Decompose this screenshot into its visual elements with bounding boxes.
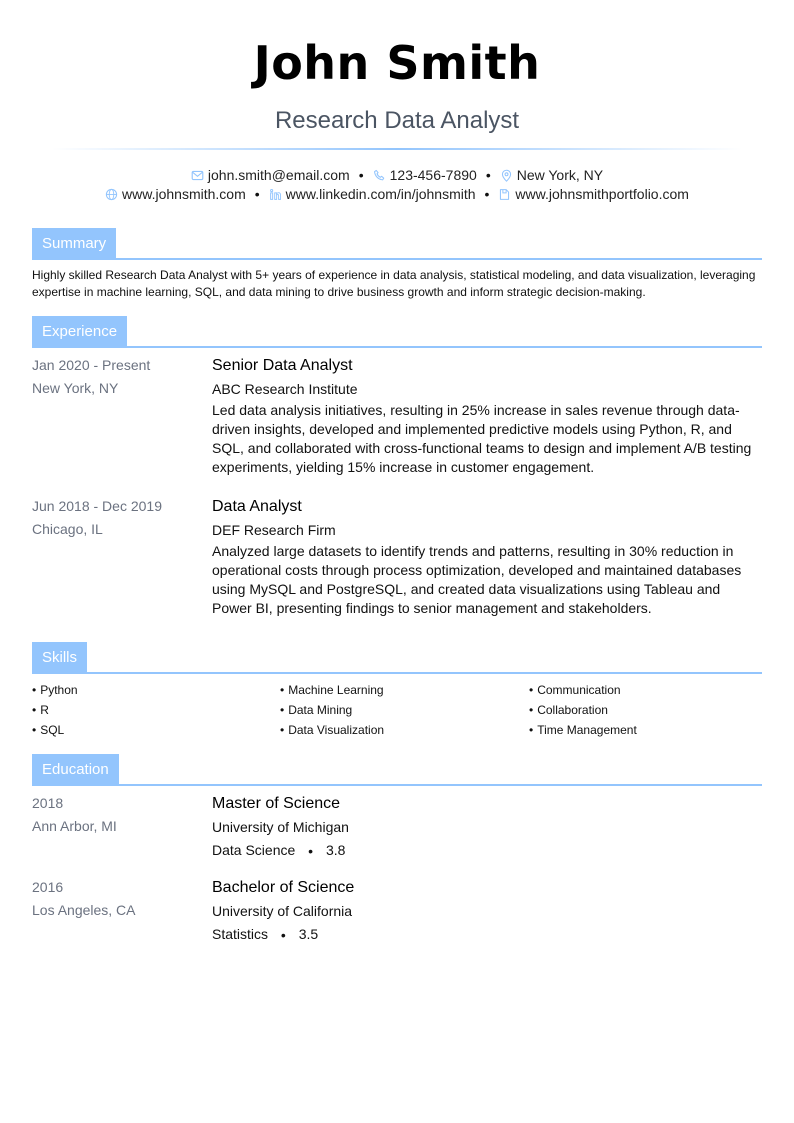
skills-column: [32, 680, 78, 740]
experience-location: New York, NY: [32, 380, 119, 396]
contact-website-text: www.johnsmith.com: [122, 186, 246, 203]
contact-portfolio[interactable]: [498, 186, 689, 202]
skill-item: • Python: [32, 680, 78, 700]
skills-section-header: [32, 642, 762, 674]
experience-entry: [212, 496, 762, 618]
experience-location: Chicago, IL: [32, 521, 103, 537]
experience-entry-meta: [32, 495, 207, 541]
education-entry-meta: [32, 876, 207, 922]
education-entry: [212, 877, 762, 947]
education-year: 2018: [32, 795, 64, 811]
summary-text: Highly skilled Research Data Analyst with 5+ years of experience in data analysis, statistical modeling, and data visualization, leveraging expertise in machine learning, SQL, and data mining to drive business growth and inform strategic decision-making.: [32, 268, 756, 299]
education-field: Statistics: [212, 926, 269, 942]
company-name: DEF Research Firm: [212, 522, 336, 538]
header-divider: [52, 148, 742, 150]
contact-location-text: New York, NY: [516, 167, 604, 184]
candidate-title: Research Data Analyst: [274, 107, 520, 134]
education-entry-meta: [32, 792, 207, 838]
skill-item: • R: [32, 700, 78, 720]
linkedin-icon: [269, 188, 282, 201]
contact-location: [500, 167, 603, 183]
skill-item: • Time Management: [529, 720, 637, 740]
education-gpa: 3.8: [325, 842, 346, 858]
phone-icon: [373, 169, 386, 182]
education-field: Data Science: [212, 842, 296, 858]
education-location: Ann Arbor, MI: [32, 818, 117, 834]
contact-website[interactable]: [105, 186, 246, 202]
skills-column: [529, 680, 637, 740]
experience-entry: [212, 355, 762, 477]
experience-heading: Experience: [32, 316, 127, 347]
contact-row-links: [0, 185, 794, 202]
school-name: University of Michigan: [212, 819, 349, 835]
experience-dates: Jan 2020 - Present: [32, 357, 151, 373]
education-entry: [212, 793, 762, 863]
mail-icon: [191, 169, 204, 182]
education-details: [212, 839, 762, 863]
degree-title: Bachelor of Science: [212, 879, 355, 896]
contact-separator: •: [358, 167, 364, 184]
education-location: Los Angeles, CA: [32, 902, 136, 918]
contact-phone[interactable]: [373, 167, 477, 183]
experience-dates: Jun 2018 - Dec 2019: [32, 498, 162, 514]
job-title: Senior Data Analyst: [212, 357, 353, 374]
job-description: Analyzed large datasets to identify trends and patterns, resulting in 30% reduction in operational costs through process optimization, developed and maintained databases using MySQL and PostgreSQL, and created data visualizations using Tableau and Power BI, presenting findings to senior management and stakeholders.: [212, 543, 742, 616]
summary-section-header: [32, 228, 762, 260]
summary-heading: Summary: [32, 228, 116, 259]
education-separator: •: [280, 926, 286, 943]
skill-item: • Data Mining: [280, 700, 384, 720]
contact-linkedin-text: www.linkedin.com/in/johnsmith: [285, 186, 476, 203]
education-gpa: 3.5: [298, 926, 319, 942]
map-pin-icon: [500, 169, 513, 182]
contact-row-primary: [0, 166, 794, 183]
skills-column: [280, 680, 384, 740]
candidate-name: John Smith: [253, 36, 541, 90]
education-heading: Education: [32, 754, 119, 785]
globe-icon: [105, 188, 118, 201]
job-description: Led data analysis initiatives, resulting in 25% increase in sales revenue through data-driven insights, developed and implemented predictive models using Python, R, and SQL, and collaborated with cross-functional teams to design and implement A/B testing experiments, yielding 15% increase in customer engagement.: [212, 402, 752, 475]
job-title: Data Analyst: [212, 498, 302, 515]
skill-item: • Collaboration: [529, 700, 637, 720]
contact-email[interactable]: [191, 167, 350, 183]
experience-section-header: [32, 316, 762, 348]
contact-phone-text: 123-456-7890: [389, 167, 477, 184]
education-year: 2016: [32, 879, 64, 895]
skill-item: • Communication: [529, 680, 637, 700]
contact-linkedin[interactable]: [269, 186, 476, 202]
contact-separator: •: [484, 186, 490, 203]
portfolio-icon: [498, 188, 511, 201]
company-name: ABC Research Institute: [212, 381, 358, 397]
skill-item: • Data Visualization: [280, 720, 384, 740]
skill-item: • SQL: [32, 720, 78, 740]
degree-title: Master of Science: [212, 795, 341, 812]
skills-heading: Skills: [32, 642, 87, 673]
education-section-header: [32, 754, 762, 786]
experience-entry-meta: [32, 354, 207, 400]
skill-item: • Machine Learning: [280, 680, 384, 700]
contact-separator: •: [485, 167, 491, 184]
contact-email-text: john.smith@email.com: [207, 167, 350, 184]
contact-portfolio-text: www.johnsmithportfolio.com: [515, 186, 689, 203]
education-separator: •: [308, 842, 314, 859]
education-details: [212, 923, 762, 947]
school-name: University of California: [212, 903, 353, 919]
contact-separator: •: [254, 186, 260, 203]
